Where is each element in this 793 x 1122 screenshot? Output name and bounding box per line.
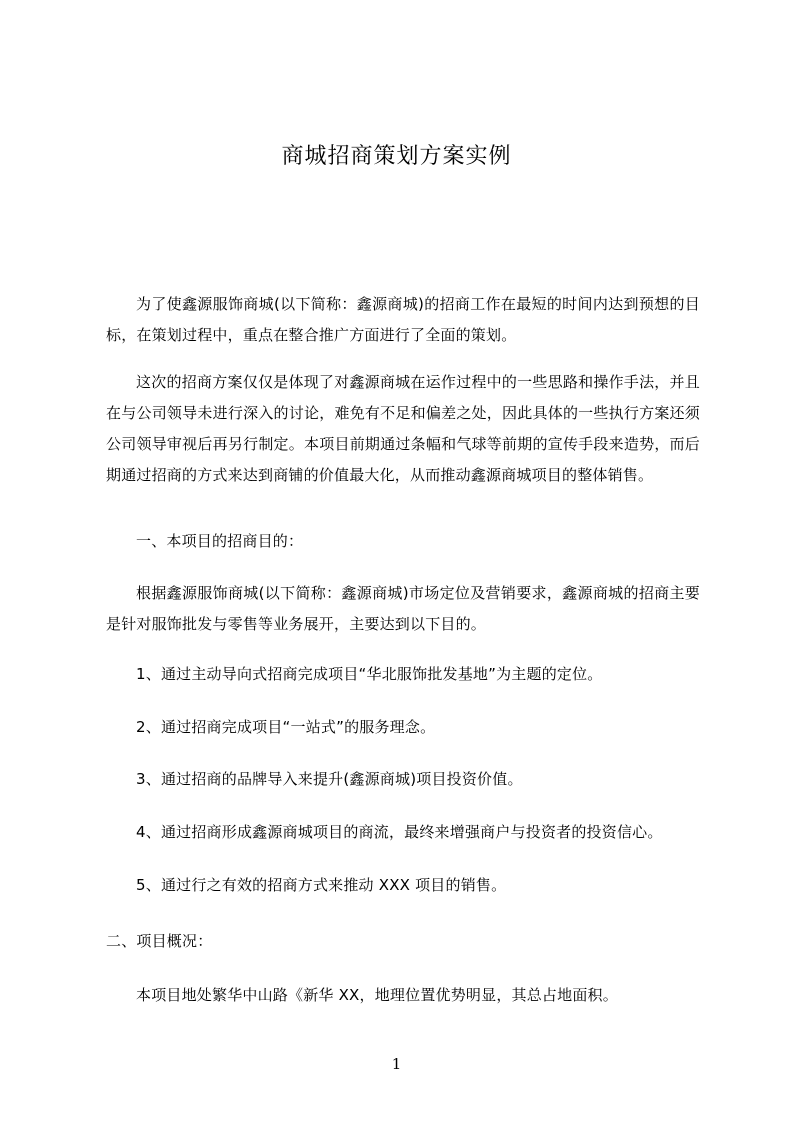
purpose-list-item: 5、通过行之有效的招商方式来推动 XXX 项目的销售。	[136, 876, 507, 894]
purpose-list-item: 2、通过招商完成项目“一站式”的服务理念。	[136, 718, 436, 736]
document-title: 商城招商策划方案实例	[281, 144, 512, 169]
intro-paragraph: 为了使鑫源服饰商城(以下简称：鑫源商城)的招商工作在最短的时间内达到预想的目标，在策划过程中，重点在整合推广方面进行了全面的策划。	[106, 295, 700, 344]
overview-paragraph: 本项目地处繁华中山路《新华 XX，地理位置优势明显，其总占地面积。	[136, 986, 618, 1004]
purpose-intro-paragraph: 根据鑫源服饰商城(以下简称：鑫源商城)市场定位及营销要求，鑫源商城的招商主要是针对服饰批发与零售等业务展开，主要达到以下目的。	[106, 584, 700, 633]
purpose-list-item: 1、通过主动导向式招商完成项目“华北服饰批发基地”为主题的定位。	[136, 665, 603, 683]
page-number: 1	[391, 1055, 402, 1073]
plan-paragraph: 这次的招商方案仅仅是体现了对鑫源商城在运作过程中的一些思路和操作手法，并且在与公司领导未进行深入的讨论，难免有不足和偏差之处，因此具体的一些执行方案还须公司领导审视后再另行制定。本项目前期通过条幅和气球等前期的宣传手段来造势，而后期通过招商的方式来达到商铺的价值最大化，从而推动鑫源商城项目的整体销售。	[106, 373, 700, 484]
purpose-list-item: 4、通过招商形成鑫源商城项目的商流，最终来增强商户与投资者的投资信心。	[136, 823, 663, 841]
section-heading-purpose: 一、本项目的招商目的：	[136, 532, 304, 550]
purpose-list-item: 3、通过招商的品牌导入来提升(鑫源商城)项目投资价值。	[136, 770, 523, 788]
section-heading-overview: 二、项目概况：	[106, 932, 213, 950]
